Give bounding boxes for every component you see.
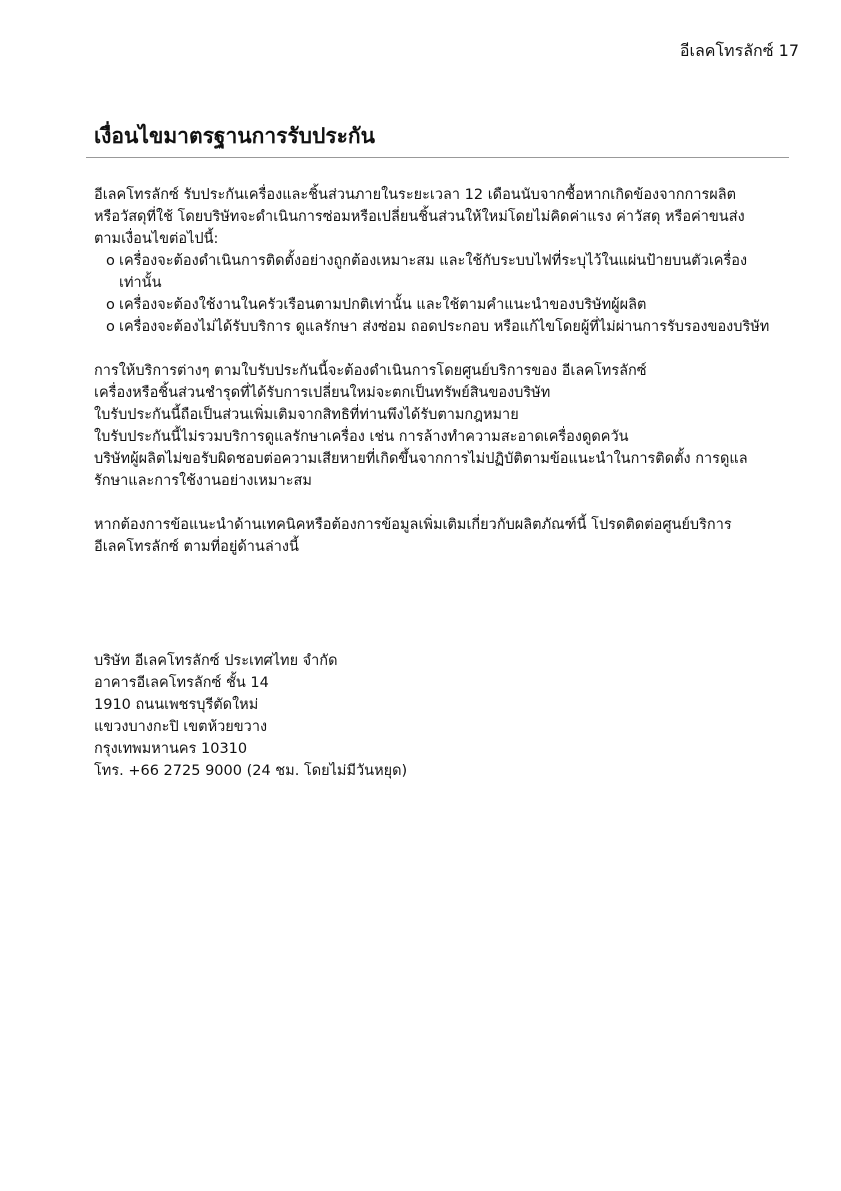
paragraph-line: บริษัทผู้ผลิตไม่ขอรับผิดชอบต่อความเสียหายที่เกิดขึ้นจากการไม่ปฏิบัติตามข้อแนะนำในการติดตั้ง การดูแล	[94, 451, 748, 467]
company-address	[94, 650, 407, 782]
list-item-text: เครื่องจะต้องใช้งานในครัวเรือนตามปกติเท่านั้น และใช้ตามคำแนะนำของบริษัทผู้ผลิต	[119, 297, 647, 313]
paragraph-line: หรือวัสดุที่ใช้ โดยบริษัทจะดำเนินการซ่อมหรือเปลี่ยนชิ้นส่วนให้ใหม่โดยไม่คิดค่าแรง ค่าวัสดุ หรือค่าขนส่ง	[94, 209, 745, 225]
document-body	[94, 184, 794, 558]
bullet-marker: o	[106, 297, 115, 313]
address-city: กรุงเทพมหานคร 10310	[94, 741, 248, 757]
contact-paragraph	[94, 514, 794, 558]
list-item	[94, 316, 794, 338]
paragraph-line: หากต้องการข้อแนะนำด้านเทคนิคหรือต้องการข้อมูลเพิ่มเติมเกี่ยวกับผลิตภัณฑ์นี้ โปรดติดต่อศูนย์บริการ	[94, 517, 732, 533]
bullet-marker: o	[106, 253, 115, 269]
address-company: บริษัท อีเลคโทรลักซ์ ประเทศไทย จำกัด	[94, 653, 338, 669]
service-notes	[94, 360, 794, 492]
paragraph-line: ตามเงื่อนไขต่อไปนี้:	[94, 231, 219, 247]
address-district: แขวงบางกะปิ เขตห้วยขวาง	[94, 719, 268, 735]
paragraph-line: การให้บริการต่างๆ ตามใบรับประกันนี้จะต้องดำเนินการโดยศูนย์บริการของ อีเลคโทรลักซ์	[94, 363, 647, 379]
paragraph-line: อีเลคโทรลักซ์ ตามที่อยู่ด้านล่างนี้	[94, 539, 299, 555]
page-header: อีเลคโทรลักซ์ 17	[679, 41, 799, 60]
paragraph-line: เครื่องหรือชิ้นส่วนชำรุดที่ได้รับการเปลี่ยนใหม่จะตกเป็นทรัพย์สินของบริษัท	[94, 385, 551, 401]
paragraph-line: ใบรับประกันนี้ไม่รวมบริการดูแลรักษาเครื่อง เช่น การล้างทำความสะอาดเครื่องดูดควัน	[94, 429, 629, 445]
paragraph-line: ใบรับประกันนี้ถือเป็นส่วนเพิ่มเติมจากสิทธิที่ท่านพึงได้รับตามกฎหมาย	[94, 407, 519, 423]
page-title: เงื่อนไขมาตรฐานการรับประกัน	[94, 124, 375, 148]
warranty-conditions-list	[94, 250, 794, 338]
list-item	[94, 250, 794, 294]
list-item-text: เครื่องจะต้องไม่ได้รับบริการ ดูแลรักษา ส่งซ่อม ถอดประกอบ หรือแก้ไขโดยผู้ที่ไม่ผ่านการรับรองของบริษัท	[119, 319, 770, 335]
address-building: อาคารอีเลคโทรลักซ์ ชั้น 14	[94, 675, 269, 691]
address-phone: โทร. +66 2725 9000 (24 ชม. โดยไม่มีวันหยุด)	[94, 763, 408, 779]
list-item	[94, 294, 794, 316]
bullet-marker: o	[106, 319, 115, 335]
spacer	[94, 492, 794, 514]
list-item-text: เครื่องจะต้องดำเนินการติดตั้งอย่างถูกต้องเหมาะสม และใช้กับระบบไฟที่ระบุไว้ในแผ่นป้ายบนตัวเครื่อง เท่านั้น	[119, 253, 748, 291]
paragraph-line: รักษาและการใช้งานอย่างเหมาะสม	[94, 473, 312, 489]
address-street: 1910 ถนนเพชรบุรีตัดใหม่	[94, 697, 259, 713]
paragraph-line: อีเลคโทรลักซ์ รับประกันเครื่องและชิ้นส่วนภายในระยะเวลา 12 เดือนนับจากซื้อหากเกิดข้องจากการผลิต	[94, 187, 737, 203]
spacer	[94, 338, 794, 360]
warranty-intro	[94, 184, 794, 250]
title-divider	[86, 157, 789, 158]
